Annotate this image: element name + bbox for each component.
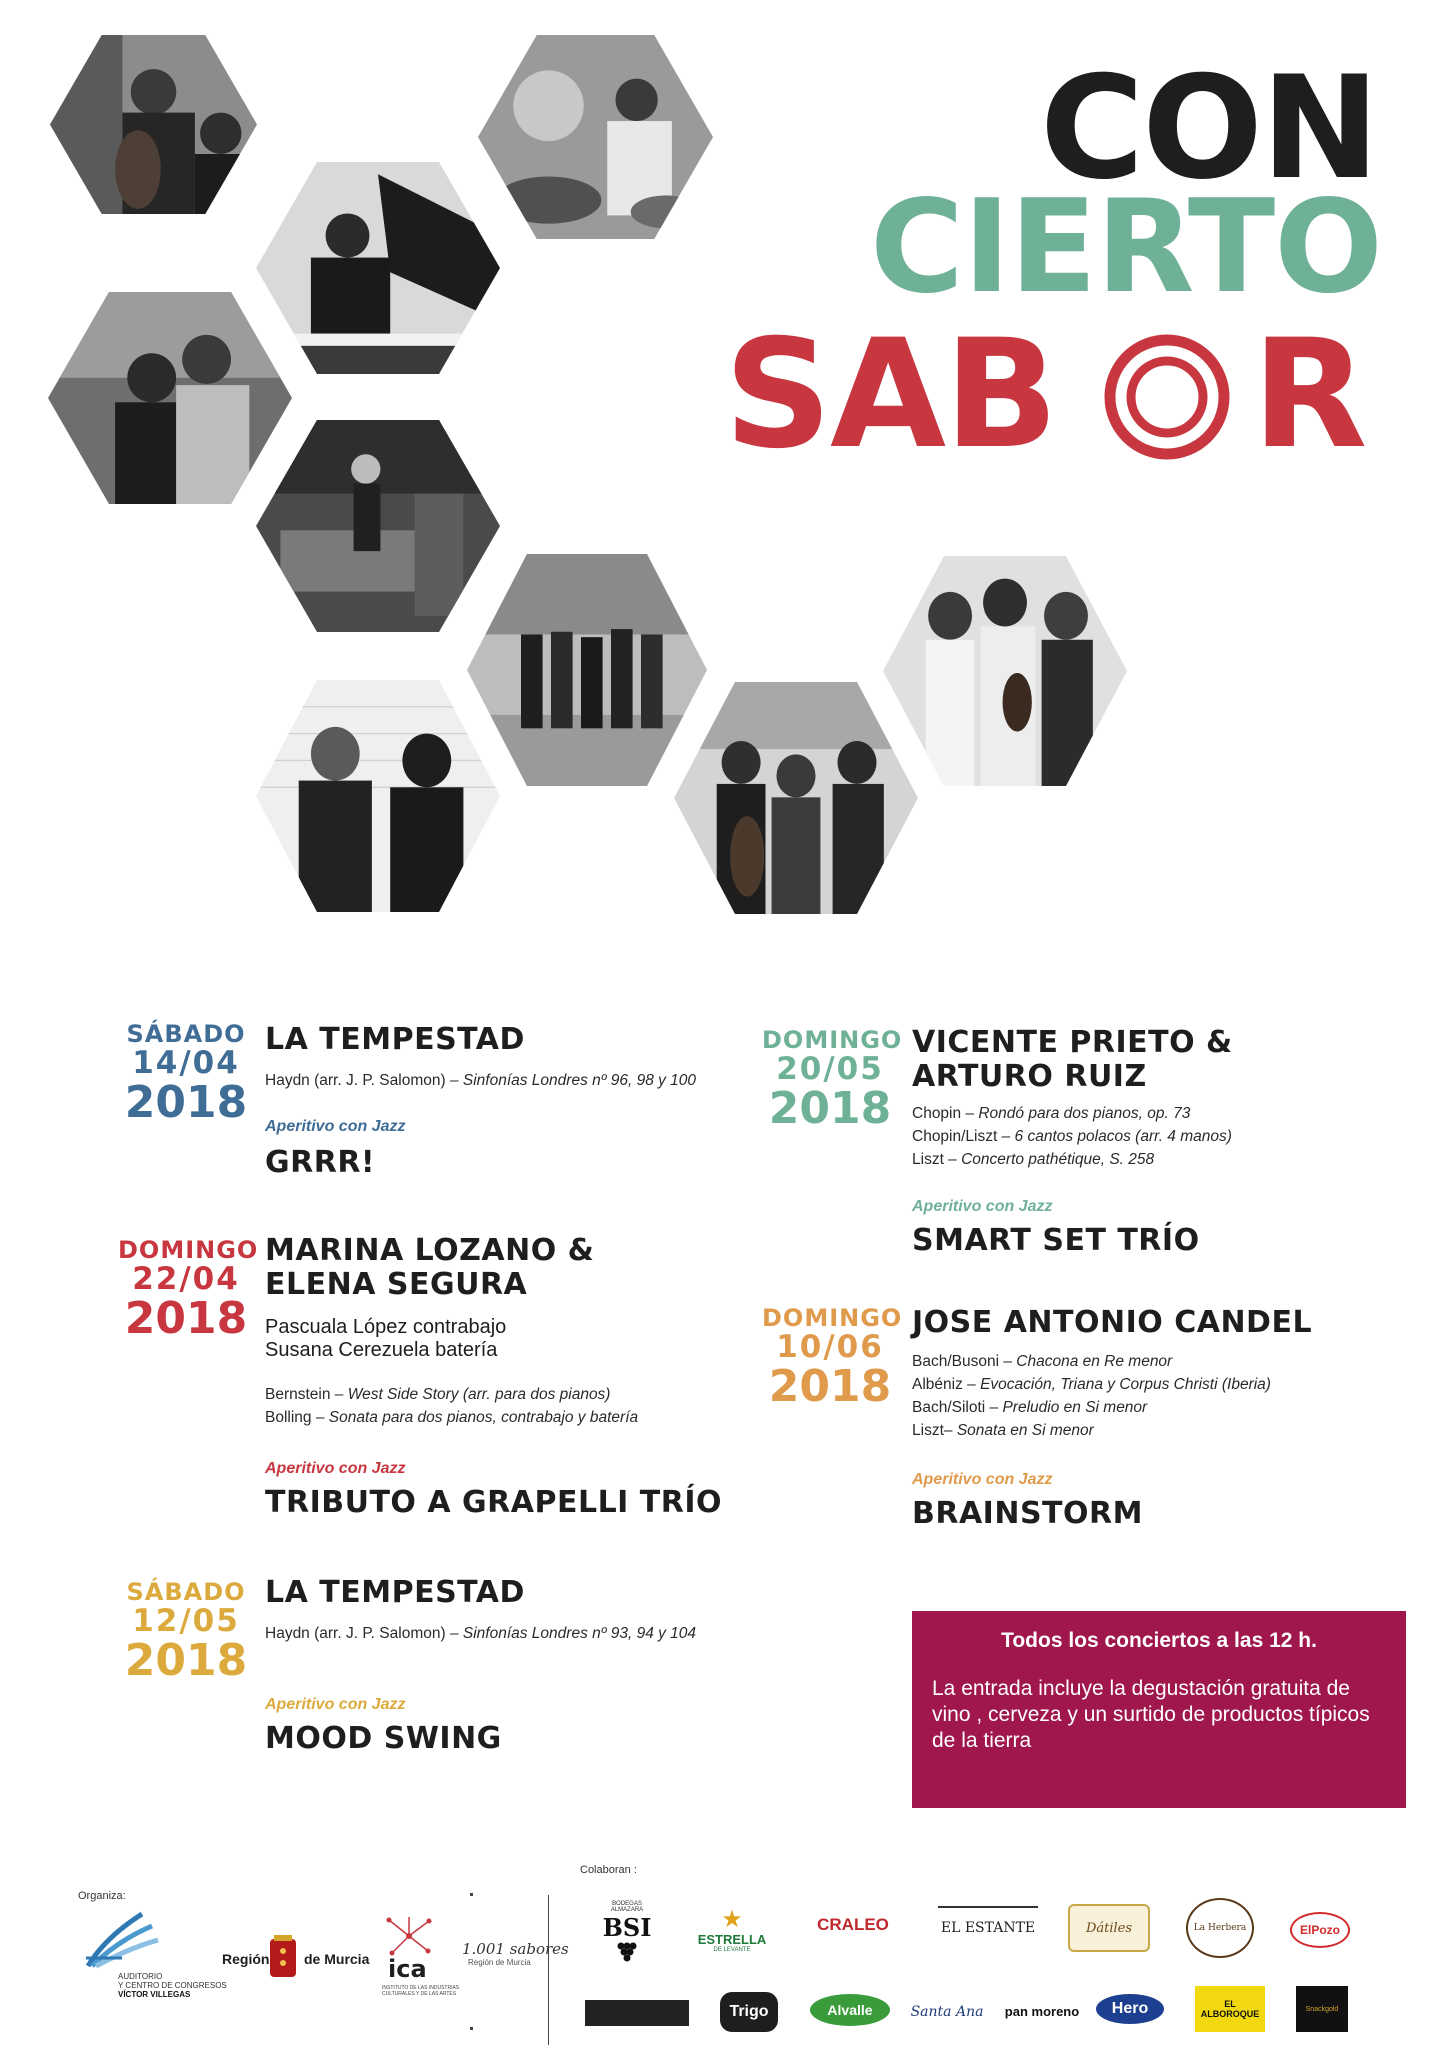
concert-2-program-2 (265, 1407, 638, 1429)
concert-3-year: 2018 (124, 1635, 248, 1686)
program-composer: Chopin – (912, 1105, 979, 1122)
estrella-text: ESTRELLA (697, 1931, 767, 1947)
sponsor-hero-logo (1096, 1994, 1164, 2024)
concert-4-program-1 (912, 1103, 1190, 1125)
ica-text: ica (388, 1955, 427, 1983)
sponsor-la-herbera-logo (1186, 1898, 1254, 1958)
sponsor-el-estante-logo (938, 1906, 1038, 1948)
sponsor-alvalle-logo (810, 1994, 890, 2026)
program-work: Concerto pathétique, S. 258 (961, 1151, 1155, 1168)
ica-network-icon (384, 1915, 434, 1957)
concert-2-year: 2018 (124, 1293, 248, 1344)
sponsor-trigo-logo (720, 1992, 778, 2032)
hex-photo-two-women (256, 680, 500, 912)
hex-photo-two-pianists (48, 292, 292, 504)
program-work: Rondó para dos pianos, op. 73 (978, 1105, 1191, 1122)
auditorio-text-3: VÍCTOR VILLEGAS (118, 1990, 191, 1999)
concert-2-daymonth: 22/04 (132, 1261, 240, 1297)
bsi-subtext: BODEGAS ALMAZARA (610, 1900, 644, 1913)
hex-photo-trio-violin (883, 556, 1127, 786)
concert-5-aperitivo-name: BRAINSTORM (912, 1496, 1143, 1531)
concert-2-performer-2: Susana Cerezuela batería (265, 1339, 498, 1361)
title-sabor-prefix: SAB (724, 308, 1057, 482)
program-work: Sonata en Si menor (956, 1422, 1094, 1439)
title-con: CON (1040, 46, 1378, 211)
concert-5-date (762, 1304, 903, 1412)
sponsor-alboroque-logo (1195, 1986, 1265, 2032)
program-composer: Bolling – (265, 1409, 329, 1426)
hex-photo-bass-player (50, 35, 257, 214)
sponsor-datiles-logo (1068, 1904, 1150, 1952)
program-work: Chacona en Re menor (1016, 1353, 1173, 1370)
sponsor-bsi-logo (596, 1892, 658, 1970)
program-composer: Albéniz – (912, 1376, 981, 1393)
hex-photo-quintet-street (467, 554, 707, 786)
colaboran-label: Colaboran : (580, 1864, 637, 1876)
concert-5-program-2 (912, 1374, 1271, 1396)
info-time: Todos los conciertos a las 12 h. (1001, 1629, 1317, 1652)
concert-1-day: SÁBADO (126, 1020, 246, 1048)
concert-3-title: LA TEMPESTAD (265, 1575, 525, 1610)
program-composer: Liszt– (912, 1422, 957, 1439)
concert-1-title: LA TEMPESTAD (265, 1022, 525, 1057)
concert-5-aperitivo-label: Aperitivo con Jazz (912, 1471, 1053, 1488)
concert-2-program-1 (265, 1384, 610, 1406)
craleo-text: CRALEO (817, 1915, 889, 1934)
sponsor-snackgold-logo (1296, 1986, 1348, 2032)
trigo-text: Trigo (729, 2003, 769, 2020)
program-work: Preludio en Si menor (1002, 1399, 1148, 1416)
el-estante-text: EL ESTANTE (940, 1920, 1036, 1936)
title-sabor-suffix: R (1252, 308, 1368, 482)
concert-1-daymonth: 14/04 (132, 1045, 240, 1081)
concert-5-title: JOSE ANTONIO CANDEL (912, 1305, 1313, 1340)
elpozo-text: ElPozo (1299, 1923, 1340, 1937)
hex-photo-pianist (256, 162, 500, 374)
concert-4-day: DOMINGO (762, 1026, 903, 1054)
concert-4-aperitivo-label: Aperitivo con Jazz (912, 1198, 1053, 1215)
program-work: West Side Story (arr. para dos pianos) (347, 1386, 611, 1403)
sponsor-elpozo-logo (1290, 1912, 1350, 1948)
concert-2-aperitivo-name: TRIBUTO A GRAPELLI TRÍO (265, 1485, 723, 1520)
concert-2-date (118, 1236, 259, 1344)
auditorio-text-2: Y CENTRO DE CONGRESOS (118, 1981, 227, 1990)
region-murcia-logo (222, 1935, 370, 1985)
ica-logo (380, 1915, 460, 2005)
pan-moreno-text: pan moreno (1004, 2003, 1080, 2019)
concert-4-daymonth: 20/05 (776, 1051, 884, 1087)
sabores-text: 1.001 sabores (462, 1940, 569, 1958)
ica-subtext: INSTITUTO DE LAS INDUSTRIAS CULTURALES Y DE LAS ARTES (382, 1985, 460, 1997)
auditorio-text-1: AUDITORIO (118, 1972, 163, 1981)
footer-dot-1 (470, 1893, 473, 1896)
grape-icon (616, 1942, 638, 1962)
concert-3-daymonth: 12/05 (132, 1603, 240, 1639)
santa-ana-text: Santa Ana (910, 2004, 984, 2020)
concert-1-date (118, 1020, 254, 1128)
auditorio-wave-icon (82, 1908, 162, 1970)
sponsor-estrella-logo (694, 1900, 770, 1960)
program-work: Sonata para dos pianos, contrabajo y batería (328, 1409, 639, 1426)
program-composer: Bernstein – (265, 1386, 348, 1403)
hex-photo-drummer (478, 35, 713, 239)
sponsor-unknown-logo (585, 2000, 689, 2026)
sponsor-santa-ana-logo (912, 1994, 982, 2030)
concert-4-title-line1: VICENTE PRIETO & (912, 1025, 1233, 1060)
sabor-o-rings (1104, 334, 1230, 460)
concert-5-year: 2018 (768, 1361, 892, 1412)
footer-dot-2 (470, 2027, 473, 2030)
la-herbera-text: La Herbera (1193, 1923, 1247, 1933)
program-work: 6 cantos polacos (arr. 4 manos) (1014, 1128, 1232, 1145)
concert-4-program-2 (912, 1126, 1232, 1148)
alvalle-text: Alvalle (827, 2002, 873, 2018)
concert-1-aperitivo-label: Aperitivo con Jazz (265, 1118, 406, 1135)
program-work: Evocación, Triana y Corpus Christi (Iberia) (980, 1376, 1271, 1393)
program-composer: Bach/Siloti – (912, 1399, 1003, 1416)
concert-5-program-3 (912, 1397, 1147, 1419)
concert-3-date (118, 1578, 254, 1686)
auditorio-logo (78, 1908, 227, 2003)
concert-1-aperitivo-name: GRRR! (265, 1145, 376, 1180)
sabores-logo (462, 1940, 569, 1980)
concert-4-title-line2: ARTURO RUIZ (912, 1059, 1147, 1094)
concert-1-year: 2018 (124, 1077, 248, 1128)
concert-4-year: 2018 (768, 1083, 892, 1134)
program-composer: Haydn (arr. J. P. Salomon) (265, 1625, 446, 1642)
hero-text: Hero (1111, 2000, 1149, 2017)
concert-5-program-1 (912, 1351, 1172, 1373)
region-text-right: de Murcia (304, 1951, 370, 1967)
concert-4-aperitivo-name: SMART SET TRÍO (912, 1223, 1200, 1258)
sponsor-craleo-logo (803, 1905, 903, 1945)
concert-4-date (762, 1026, 903, 1134)
sponsor-pan-moreno-logo (1002, 1996, 1082, 2026)
info-box (912, 1611, 1406, 1808)
sabores-subtext: Región de Murcia (468, 1958, 531, 1967)
estrella-subtext: DE LEVANTE (713, 1946, 751, 1953)
concert-4-program-3 (912, 1149, 1154, 1171)
hex-photo-band-car (256, 420, 500, 632)
program-composer: Liszt – (912, 1151, 962, 1168)
info-includes: La entrada incluye la degustación gratuita de vino , cerveza y un surtido de productos típicos de la tierra (932, 1677, 1370, 1752)
program-work: – Sinfonías Londres nº 96, 98 y 100 (445, 1072, 697, 1089)
concert-2-title-line2: ELENA SEGURA (265, 1267, 528, 1302)
concert-3-day: SÁBADO (126, 1578, 246, 1606)
bsi-text: BSI (602, 1912, 652, 1942)
organiza-label: Organiza: (78, 1890, 126, 1902)
concert-5-day: DOMINGO (762, 1304, 903, 1332)
concert-2-day: DOMINGO (118, 1236, 259, 1264)
concert-3-program (265, 1623, 696, 1645)
star-icon: ★ (721, 1905, 743, 1933)
concert-5-daymonth: 10/06 (776, 1329, 884, 1365)
datiles-text: Dátiles (1085, 1920, 1133, 1936)
title-sabor (724, 308, 1414, 482)
concert-2-performer-1: Pascuala López contrabajo (265, 1316, 507, 1338)
region-shield-icon (268, 1935, 298, 1981)
snackgold-text: Snackgold (1305, 2005, 1339, 2013)
title-cierto: CIERTO (870, 173, 1382, 322)
concert-5-program-4 (912, 1420, 1094, 1442)
program-composer: Chopin/Liszt – (912, 1128, 1015, 1145)
concert-3-aperitivo-name: MOOD SWING (265, 1721, 502, 1756)
hex-photo-jazz-trio (674, 682, 918, 914)
program-composer: Haydn (arr. J. P. Salomon) (265, 1072, 446, 1089)
concert-2-aperitivo-label: Aperitivo con Jazz (265, 1460, 406, 1477)
alboroque-text: EL ALBOROQUE (1200, 1999, 1260, 2019)
concert-2-title-line1: MARINA LOZANO & (265, 1233, 595, 1268)
concert-1-program (265, 1070, 696, 1092)
program-composer: Bach/Busoni – (912, 1353, 1017, 1370)
region-text-left: Región (222, 1951, 270, 1967)
concert-3-aperitivo-label: Aperitivo con Jazz (265, 1696, 406, 1713)
program-work: – Sinfonías Londres nº 93, 94 y 104 (445, 1625, 697, 1642)
